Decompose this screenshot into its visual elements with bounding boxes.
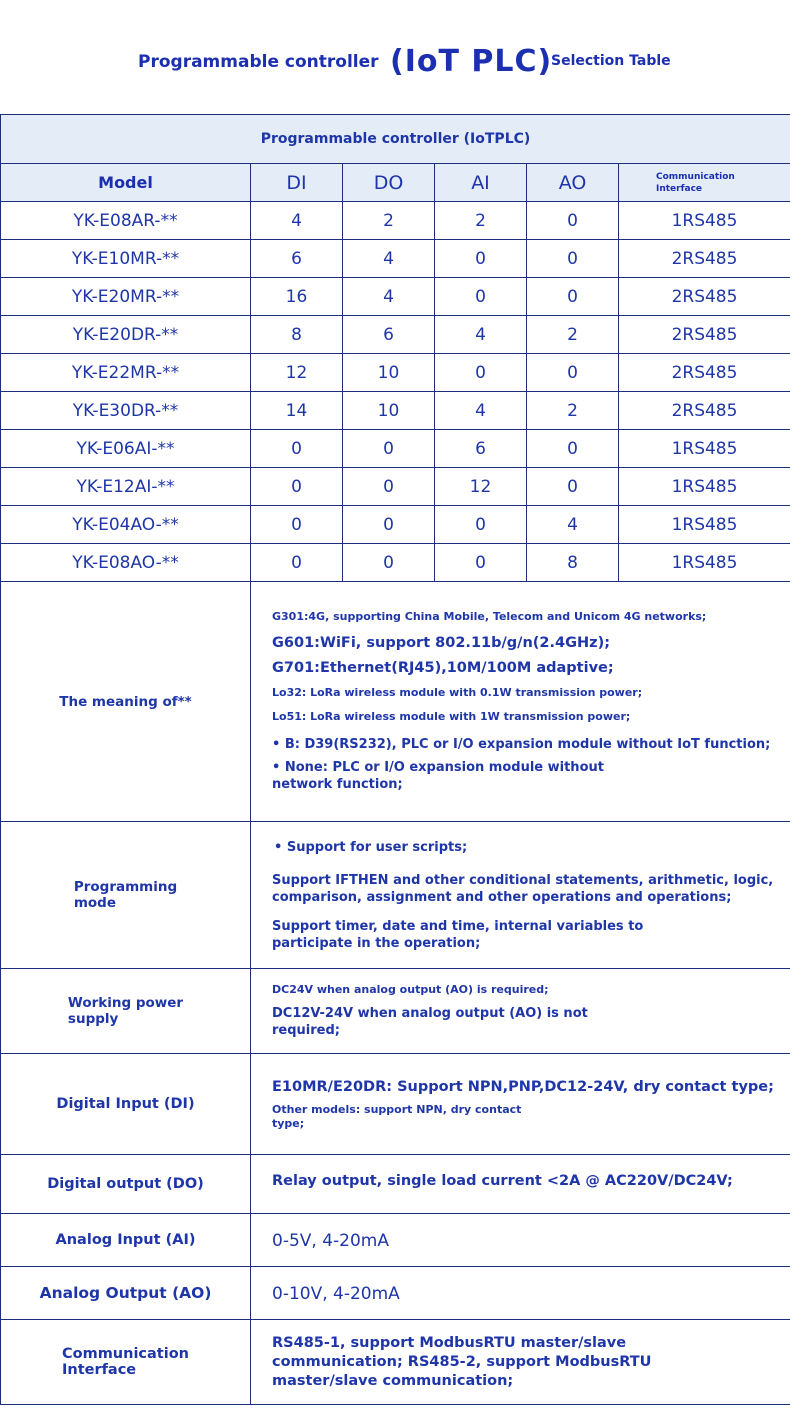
meaning-line-none: • None: PLC or I/O expansion module without [272, 760, 604, 775]
table-row [1, 468, 790, 506]
cell-ao: 0 [527, 430, 619, 468]
cell-ao: 4 [527, 506, 619, 544]
table-row [1, 354, 790, 392]
power-line-dc24: DC24V when analog output (AO) is required; [272, 983, 549, 996]
cell-model: YK-E06AI-** [1, 430, 251, 468]
comm-label-line1: Communication [61, 1346, 189, 1362]
cell-di: 0 [251, 468, 343, 506]
cell-model: YK-E20MR-** [1, 278, 251, 316]
programming-line-ifthen-cont: comparison, assignment and other operations and operations; [272, 889, 732, 905]
header-do: DO [343, 164, 435, 202]
table-row [1, 506, 790, 544]
header-ao: AO [527, 164, 619, 202]
header-comm [619, 164, 790, 202]
spec-label-ai: Analog Input (AI) [1, 1214, 251, 1267]
meaning-line-lo51: Lo51: LoRa wireless module with 1W transmission power; [272, 710, 631, 723]
cell-ao: 0 [527, 468, 619, 506]
cell-ai: 0 [435, 544, 527, 582]
table-row [1, 202, 790, 240]
meaning-line-g301: G301:4G, supporting China Mobile, Telecom and Unicom 4G networks; [272, 610, 707, 623]
spec-desc-ai [251, 1214, 790, 1267]
spec-desc-ao [251, 1267, 790, 1320]
page-title-right: Selection Table [551, 53, 671, 69]
cell-comm: 2RS485 [619, 354, 790, 392]
do-text: Relay output, single load current <2A @ AC220V/DC24V; [272, 1172, 733, 1189]
table-row [1, 278, 790, 316]
page-title [0, 40, 790, 88]
programming-line-timer-cont: participate in the operation; [272, 935, 481, 951]
ao-text: 0-10V, 4-20mA [272, 1284, 400, 1304]
header-comm-line1: Communication [656, 171, 735, 182]
cell-ao: 0 [527, 240, 619, 278]
di-line-other-cont: type; [272, 1116, 305, 1130]
table-row [1, 430, 790, 468]
cell-di: 0 [251, 430, 343, 468]
spec-label-do: Digital output (DO) [1, 1155, 251, 1214]
cell-ai: 12 [435, 468, 527, 506]
header-ai: AI [435, 164, 527, 202]
cell-do: 0 [343, 506, 435, 544]
page-title-big: (IoT PLC) [390, 44, 553, 79]
spec-label-power [1, 969, 251, 1054]
cell-model: YK-E10MR-** [1, 240, 251, 278]
comm-label-line2: Interface [61, 1362, 137, 1378]
cell-ao: 8 [527, 544, 619, 582]
cell-comm: 2RS485 [619, 316, 790, 354]
selection-table [0, 114, 790, 1405]
comm-line-1: RS485-1, support ModbusRTU master/slave [272, 1334, 627, 1351]
table-row [1, 544, 790, 582]
spec-row-comm [1, 1320, 790, 1405]
cell-do: 10 [343, 392, 435, 430]
programming-line-timer: Support timer, date and time, internal variables to [272, 918, 644, 934]
cell-model: YK-E30DR-** [1, 392, 251, 430]
spec-desc-power [251, 969, 790, 1054]
table-row [1, 392, 790, 430]
cell-comm: 1RS485 [619, 544, 790, 582]
spec-row-ai [1, 1214, 790, 1267]
programming-label-line2: mode [73, 895, 117, 911]
spec-row-power [1, 969, 790, 1054]
spec-desc-programming [251, 822, 790, 969]
cell-do: 4 [343, 240, 435, 278]
cell-ao: 0 [527, 202, 619, 240]
cell-do: 0 [343, 468, 435, 506]
cell-ai: 4 [435, 316, 527, 354]
spec-row-programming [1, 822, 790, 969]
spec-row-meaning [1, 582, 790, 822]
spec-label-ao: Analog Output (AO) [1, 1267, 251, 1320]
spec-desc-comm [251, 1320, 790, 1405]
cell-comm: 1RS485 [619, 506, 790, 544]
table-header-row [1, 164, 790, 202]
cell-di: 16 [251, 278, 343, 316]
ai-text: 0-5V, 4-20mA [272, 1231, 389, 1251]
meaning-line-b: • B: D39(RS232), PLC or I/O expansion module without IoT function; [272, 737, 771, 752]
cell-comm: 2RS485 [619, 392, 790, 430]
cell-do: 2 [343, 202, 435, 240]
cell-comm: 1RS485 [619, 468, 790, 506]
meaning-line-g701: G701:Ethernet(RJ45),10M/100M adaptive; [272, 660, 614, 676]
programming-line-scripts: • Support for user scripts; [274, 839, 468, 855]
spec-desc-di [251, 1054, 790, 1155]
cell-di: 6 [251, 240, 343, 278]
di-line-other: Other models: support NPN, dry contact [272, 1102, 522, 1116]
cell-do: 6 [343, 316, 435, 354]
cell-ao: 2 [527, 392, 619, 430]
cell-model: YK-E08AO-** [1, 544, 251, 582]
cell-model: YK-E20DR-** [1, 316, 251, 354]
cell-ai: 0 [435, 506, 527, 544]
power-label-line2: supply [67, 1011, 119, 1027]
cell-ao: 0 [527, 278, 619, 316]
cell-do: 10 [343, 354, 435, 392]
meaning-line-g601: G601:WiFi, support 802.11b/g/n(2.4GHz); [272, 635, 611, 651]
cell-ao: 2 [527, 316, 619, 354]
cell-ai: 6 [435, 430, 527, 468]
cell-di: 12 [251, 354, 343, 392]
spec-label-meaning: The meaning of** [1, 582, 251, 822]
cell-comm: 2RS485 [619, 278, 790, 316]
cell-do: 0 [343, 430, 435, 468]
table-row [1, 316, 790, 354]
spec-row-ao [1, 1267, 790, 1320]
cell-model: YK-E12AI-** [1, 468, 251, 506]
header-di: DI [251, 164, 343, 202]
programming-line-ifthen: Support IFTHEN and other conditional statements, arithmetic, logic, [272, 872, 774, 888]
cell-di: 0 [251, 544, 343, 582]
meaning-line-lo32: Lo32: LoRa wireless module with 0.1W transmission power; [272, 686, 643, 699]
spec-desc-meaning [251, 582, 790, 822]
power-line-dc12: DC12V-24V when analog output (AO) is not [272, 1006, 588, 1021]
comm-line-2: communication; RS485-2, support ModbusRTU [272, 1353, 652, 1370]
header-comm-line2: Interface [656, 183, 703, 194]
meaning-line-none-cont: network function; [272, 777, 403, 792]
power-line-dc12-cont: required; [272, 1023, 340, 1038]
spec-label-comm [1, 1320, 251, 1405]
cell-comm: 2RS485 [619, 240, 790, 278]
cell-ai: 0 [435, 354, 527, 392]
spec-row-di [1, 1054, 790, 1155]
cell-di: 14 [251, 392, 343, 430]
table-band [1, 115, 790, 164]
cell-do: 4 [343, 278, 435, 316]
cell-model: YK-E22MR-** [1, 354, 251, 392]
power-label-line1: Working power [67, 995, 184, 1011]
cell-ai: 0 [435, 278, 527, 316]
spec-label-di: Digital Input (DI) [1, 1054, 251, 1155]
cell-ai: 4 [435, 392, 527, 430]
cell-model: YK-E04AO-** [1, 506, 251, 544]
cell-model: YK-E08AR-** [1, 202, 251, 240]
di-line-e10: E10MR/E20DR: Support NPN,PNP,DC12-24V, dry contact type; [272, 1078, 774, 1095]
spec-desc-do [251, 1155, 790, 1214]
cell-ai: 2 [435, 202, 527, 240]
cell-do: 0 [343, 544, 435, 582]
cell-ai: 0 [435, 240, 527, 278]
cell-ao: 0 [527, 354, 619, 392]
cell-di: 4 [251, 202, 343, 240]
spec-row-do [1, 1155, 790, 1214]
programming-label-line1: Programming [73, 879, 178, 895]
cell-comm: 1RS485 [619, 430, 790, 468]
comm-line-3: master/slave communication; [272, 1372, 514, 1389]
table-band-title: Programmable controller (IoTPLC) [1, 115, 790, 164]
table-row [1, 240, 790, 278]
header-model: Model [1, 164, 251, 202]
page-title-left: Programmable controller [138, 52, 379, 72]
cell-di: 0 [251, 506, 343, 544]
cell-di: 8 [251, 316, 343, 354]
cell-comm: 1RS485 [619, 202, 790, 240]
spec-label-programming [1, 822, 251, 969]
